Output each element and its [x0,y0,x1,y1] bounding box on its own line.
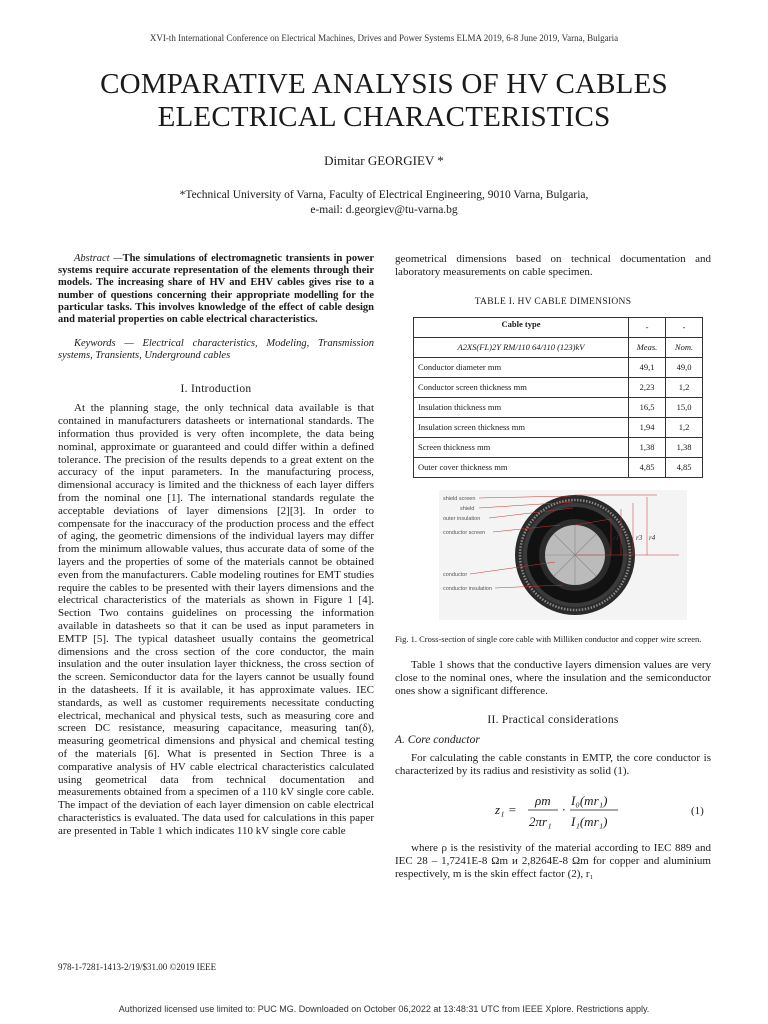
title-line-1: COMPARATIVE ANALYSIS OF HV CABLES [100,68,668,100]
row-meas: 2,23 [629,378,666,398]
intro-paragraph: At the planning stage, the only technical data available is that contained in manufacturers datasheets or international standards. The information thus provided is very often incomplete, the data being nominal, approximate or guaranteed and could differ within a defined tolerance. The precision of the results depends to a great extent on the accuracy of the input parameters. In the manufacturing process, dimensional accuracy is limited and the thickness of each layer differs from the nominal one [1]. The international standards regulate the acceptable deviations of layer dimensions [2][3]. In order to compensate for the inaccuracy of the production process and the effect of aging, the geometric dimensions of the individual layers may differ from the minimum allowable values, thus accurate data of some of the layers and the properties of some of the materials cannot be obtained even from the manufacturers. Cable modeling routines for EMT studies require the cables to be presented with their layers dimensions and the electrical characteristics of the materials as shown in Figure 1 [4]. Section Two contains guidelines on processing the information available in datasheets so that it can be used as input parameters in EMTP [5]. The typical datasheet usually contains the geometrical dimensions and the cross section of the core conductor, the main insulation and the outer insulation layer thickness, the cross section of the screen. Semiconductor data for the layers cannot be usually found in the datasheets. If it is available, it has approximate values. IEC standards, as well as customer requirements necessitate conducting electrical, mechanical and physical tests, such as measuring core and screen DC resistance, measuring capacitance, measuring tan(δ), measuring geometrical dimensions and physical and chemical testing of the materials [6]. What is presented in Section Three is a comparative analysis of HV cable electrical characteristics calculated using geometrical data from technical documentation and measurements obtained from a specimen of a 110 kV single core cable. The impact of the deviation of each layer dimension on cable electrical characteristics is evaluated. The data used for calculations in this paper are presented in Table 1 which indicates 110 kV single core cable [58,402,374,837]
equation-numerator-2: I₀(mr₁) [571,792,608,808]
row-meas: 49,1 [629,358,666,378]
footer-isbn: 978-1-7281-1413-2/19/$31.00 ©2019 IEEE [58,962,217,972]
equation-lhs: z₁ = [495,801,517,817]
equation-denominator-1: 2πr₁ [529,813,552,829]
right-paragraph-2: Table 1 shows that the conductive layers dimension values are very close to the nominal ones, where the insulation and the semiconductor ones show a significant difference. [395,659,711,697]
row-meas: 4,85 [629,458,666,478]
title-line-2: ELECTRICAL CHARACTERISTICS [157,101,611,133]
cable-dimensions-table [413,317,703,478]
affiliation [0,188,768,218]
row-nom: 1,38 [666,438,703,458]
right-paragraph-3: For calculating the cable constants in EMTP, the core conductor is characterized by its radius and resistivity as solid (1). [395,752,711,778]
row-meas: 1,94 [629,418,666,438]
right-paragraph-1: geometrical dimensions based on technical documentation and laboratory measurements on cable specimen. [395,253,711,278]
section-1-heading: I. Introduction [180,382,252,395]
row-nom: 1,2 [666,418,703,438]
label-conductor: conductor [443,572,468,579]
cable-cross-section-diagram [395,490,711,620]
row-nom: 1,2 [666,378,703,398]
row-nom: 15,0 [666,398,703,418]
table-header-label: Cable type [414,318,629,338]
row-label: Insulation thickness mm [414,398,629,418]
row-meas: 16,5 [629,398,666,418]
row-nom: 49,0 [666,358,703,378]
dim-d-label: d [604,508,608,517]
dim-r3-label: r3 [636,534,643,543]
dim-r2-label: r2 [624,534,631,543]
keywords: Keywords — Electrical characteristics, Modeling, Transmission systems, Transients, Underground cables [58,338,374,362]
table-caption: TABLE I. HV CABLE DIMENSIONS [474,296,632,307]
left-column [58,253,374,838]
right-column [395,253,711,880]
abstract-text: The simulations of electromagnetic transients in power systems require accurate representation of the elements through their models. The increasing share of HV and EHV cables gives rise to a number of questions concerning their appropriate modelling for the particular tasks. This involves knowledge of the effect of cable design and material properties on cable electrical characteristics. [58,253,374,326]
table-row [414,438,703,458]
subsection-a-heading: A. Core conductor [395,733,480,746]
table-row [414,358,703,378]
paper-title [40,68,728,134]
conference-header: XVI-th International Conference on Electrical Machines, Drives and Power Systems ELMA 2019, 6-8 June 2019, Varna, Bulgaria [149,33,619,43]
label-conductor-insulation: conductor insulation [443,586,492,593]
label-shield-screen: shield screen [443,496,476,503]
table-row [414,418,703,438]
col-nom: Nom. [666,338,703,358]
equation-numerator-1: ρm [535,792,551,808]
affiliation-line-1: *Technical University of Varna, Faculty of Electrical Engineering, 9010 Varna, Bulgaria, [179,189,589,201]
equation-1 [395,786,711,834]
row-label: Insulation screen thickness mm [414,418,629,438]
table-type-row [414,338,703,358]
equation-1-svg [395,786,711,834]
right-paragraph-4: where ρ is the resistivity of the material according to IEC 889 and IEC 28 – 1,7241E-8 Ωm и 2,8264E-8 Ωm for copper and aluminium respectively, m is the skin effect factor (2), r₁ [395,841,711,880]
footer-authorized-use: Authorized licensed use limited to: PUC MG. Downloaded on October 06,2022 at 13:48:31 UTC from IEEE Xplore. Restrictions apply. [118,1004,650,1014]
author-name: Dimitar GEORGIEV * [324,153,444,168]
table-header-row [414,318,703,338]
label-conductor-screen: conductor screen [443,530,486,537]
dim-r4-label: r4 [649,534,656,543]
row-meas: 1,38 [629,438,666,458]
equation-dot: · [562,801,566,817]
cable-type-name: A2XS(FL)2Y RM/110 64/110 (123)kV [414,338,629,358]
row-nom: 4,85 [666,458,703,478]
table-header-dash: - [629,318,666,338]
abstract-label: Abstract — [74,253,123,264]
col-meas: Meas. [629,338,666,358]
row-label: Conductor screen thickness mm [414,378,629,398]
section-2-heading: II. Practical considerations [487,713,619,726]
abstract [58,253,374,326]
affiliation-email: e-mail: d.georgiev@tu-varna.bg [310,204,458,216]
table-row [414,458,703,478]
equation-denominator-2: I₁(mr₁) [571,813,608,829]
row-label: Outer cover thickness mm [414,458,629,478]
row-label: Screen thickness mm [414,438,629,458]
dim-r1-label: r1 [613,534,620,543]
figure-caption: Fig. 1. Cross-section of single core cable with Milliken conductor and copper wire screen. [395,634,702,645]
label-outer-insulation: outer insulation [443,516,481,523]
cable-cross-section-figure [395,490,711,620]
row-label: Conductor diameter mm [414,358,629,378]
table-row [414,378,703,398]
label-shield: shield [460,506,475,513]
equation-number: (1) [691,804,704,817]
table-header-dash: - [666,318,703,338]
table-row [414,398,703,418]
